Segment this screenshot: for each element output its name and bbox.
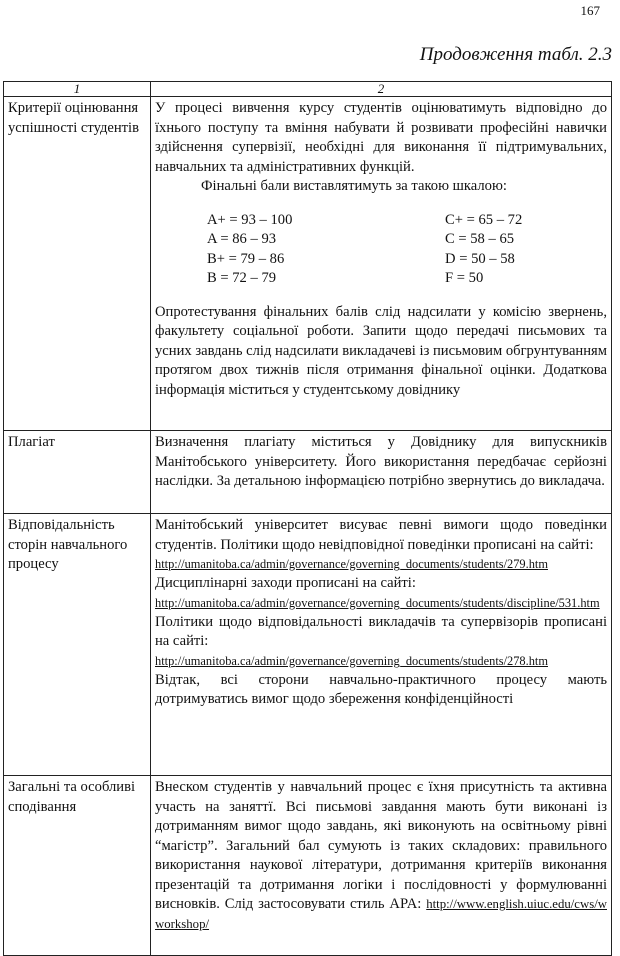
scale-intro: Фінальні бали виставлятимуть за такою шкалою:	[201, 178, 507, 194]
scale-item: F = 50	[445, 270, 484, 286]
responsibility-content	[151, 514, 612, 776]
apa-style-link[interactable]: http://www.english.uiuc.edu/cws/wworkshop/	[155, 897, 607, 931]
responsibility-p4: Відтак, всі сторони навчально-практичного процесу мають дотримуватись вимог щодо збереження конфіденційності	[155, 671, 607, 707]
scale-item: B+ = 79 – 86	[207, 250, 285, 267]
grading-scale	[207, 211, 607, 289]
conduct-policy-link[interactable]: http://umanitoba.ca/admin/governance/governing_documents/students/279.htm	[155, 557, 548, 571]
expectations-content	[151, 776, 612, 956]
plagiarism-label: Плагіат	[4, 431, 151, 514]
responsibility-p3: Політики щодо відповідальності викладачів та супервізорів прописані на сайті:	[155, 613, 607, 649]
column-header-row	[4, 82, 612, 97]
syllabus-table	[3, 81, 612, 956]
scale-item: A+ = 93 – 100	[207, 211, 293, 228]
table-row-responsibility	[4, 514, 612, 776]
scale-item: C+ = 65 – 72	[445, 211, 523, 228]
scale-item: A = 86 – 93	[207, 231, 277, 247]
column-header-2: 2	[151, 82, 612, 97]
responsibility-p1: Манітобський університет висуває певні вимоги щодо поведінки студентів. Політики щодо невідповідної поведінки прописані на сайті:	[155, 517, 607, 553]
faculty-policy-link[interactable]: http://umanitoba.ca/admin/governance/governing_documents/students/278.htm	[155, 653, 548, 668]
responsibility-label: Відповідальність сторін навчального процесу	[4, 514, 151, 776]
criteria-label: Критерії оцінювання успішності студентів	[4, 97, 151, 431]
table-continuation-caption: Продовження табл. 2.3	[419, 44, 612, 65]
scale-item: B = 72 – 79	[207, 270, 277, 286]
table-row-criteria	[4, 97, 612, 431]
table-row-expectations	[4, 776, 612, 956]
plagiarism-text: Визначення плагіату міститься у Довіднику для випускників Манітобського університету. Його використання передбачає серйозні наслідки. За детальною інформацією потрібно звернутись до викладача.	[151, 431, 612, 514]
table-row-plagiarism	[4, 431, 612, 514]
discipline-policy-link[interactable]: http://umanitoba.ca/admin/governance/governing_documents/students/discipline/531.htm	[155, 595, 600, 610]
expectations-text: Внеском студентів у навчальний процес є їхня присутність та активна участь на заняттї. Всі письмові завдання мають бути виконані із дотриманням вимог щодо завдань, які виконують на освітньому рівні “магістр”. Загальний бал сумують із таких складових: правильного використання наукової літератури, дотримання критеріїв виконання презентацій та дотримання логіки і послідовності у формулюванні висновків. Слід застосовувати стиль APA:	[155, 779, 607, 912]
column-header-1: 1	[4, 82, 151, 97]
responsibility-p2: Дисциплінарні заходи прописані на сайті:	[155, 575, 416, 591]
expectations-label: Загальні та особливі сподівання	[4, 776, 151, 956]
scale-item: D = 50 – 58	[445, 250, 515, 267]
scale-item: C = 58 – 65	[445, 231, 515, 247]
criteria-intro: У процесі вивчення курсу студентів оцінюватимуть відповідно до їхнього поступу та вміння набувати й розвивати професійні навички здійснення супервізії, необхідні для виконання її підтримувальних, навчальних та адміністративних функцій.	[155, 100, 607, 175]
criteria-content	[151, 97, 612, 431]
page-number: 167	[580, 3, 600, 18]
appeal-text: Опротестування фінальних балів слід надсилати у комісію звернень, факультету соціальної роботи. Запити щодо передачі письмових та усних завдань слід надсилати викладачеві із письмовим обгрунтуванням протягом двох тижнів після отримання фінальної оцінки. Додаткова інформація міститься у студентському довіднику	[155, 303, 607, 398]
